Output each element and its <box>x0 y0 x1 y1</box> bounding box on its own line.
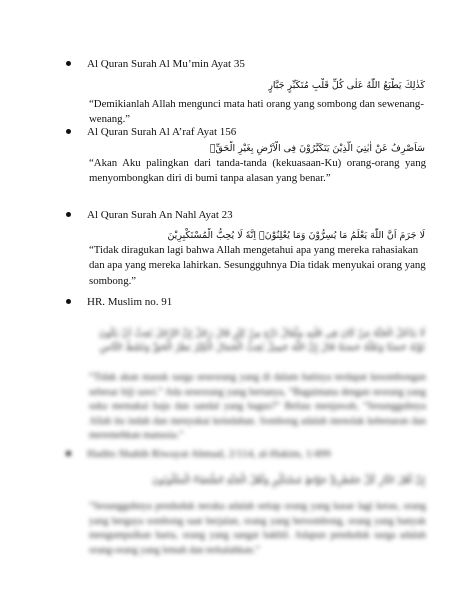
arabic-hadith: إِنَّ أَهْلَ النَّارِ كُلُّ جَعْظَرِيٍّ جَوَّاظٍ مُسْتَكْبِرٍ وَأَهْلُ الْجَنَّةِ الضُّعَفَاءُ الْمَغْلُوبُونَ <box>152 475 425 486</box>
verse-translation: “Akan Aku palingkan dari tanda-tanda (kekuasaan-Ku) orang-orang yang menyombongkan diri di bumi tanpa alasan yang benar.” <box>89 157 426 185</box>
entry-title-row <box>66 124 426 139</box>
entry-hadits-ahmad <box>66 446 426 558</box>
entry-hr-muslim-91 <box>66 294 426 444</box>
entry-surah-al-araf-156 <box>66 124 426 187</box>
entry-title: Hadits Shahih Riwayat Ahmad, 2/114, al-Hakim, 1/499 <box>87 447 331 460</box>
verse-translation: “Tidak diragukan lagi bahwa Allah mengetahui apa yang mereka rahasiakan dan apa yang mereka lahirkan. Sesungguhnya Dia tidak menyukai orang yang sombong.” <box>89 244 426 287</box>
entry-title: Al Quran Surah An Nahl Ayat 23 <box>87 208 233 221</box>
arabic-verse: سَاَصْرِفُ عَنْ اٰيٰتِيَ الَّذِيْنَ يَتَكَبَّرُوْنَ فِى الْاَرْضِ بِغَيْرِ الْحَقِّۗ <box>209 143 425 154</box>
entry-title: HR. Muslim no. 91 <box>87 295 173 308</box>
bullet-icon <box>66 129 71 134</box>
arabic-verse: لَا جَرَمَ اَنَّ اللّٰهَ يَعْلَمُ مَا يُسِرُّوْنَ وَمَا يُعْلِنُوْنَۗ اِنَّهٗ لَا يُحِبُّ الْمُسْتَكْبِرِيْنَ <box>167 230 425 241</box>
arabic-hadith: لَا يَدْخُلُ الْجَنَّةَ مَنْ كَانَ فِي قَلْبِهِ مِثْقَالُ ذَرَّةٍ مِنْ كِبْرٍ قَالَ رَجُلٌ إِنَّ الرَّجُلَ يُحِبُّ أَنْ يَكُونَ ثَوْبُهُ حَسَنًا وَنَعْلُهُ حَسَنَةً قَالَ إِنَّ اللَّهَ جَمِيلٌ يُحِبُّ الْجَمَالَ الْكِبْرُ بَطَرُ الْحَقِّ وَغَمْطُ النَّاسِ <box>98 328 425 353</box>
hadith-translation: “Tidak akan masuk surga seseorang yang di dalam hatinya terdapat kesombongan sebesar biji sawi.” Ada seseorang yang bertanya, “Bagaimana dengan seorang yang suka memakai baju dan sandal yang bagus?” Beliau menjawab, “Sesungguhnya Allah itu indah dan menyukai keindahan. Sombong adalah menolak kebenaran dan meremehkan manusia.” <box>89 372 426 441</box>
entry-surah-an-nahl-23 <box>66 207 426 289</box>
bullet-icon <box>66 61 71 66</box>
entry-surah-al-mumin-35 <box>66 56 426 128</box>
bullet-icon <box>66 299 71 304</box>
entry-title-row <box>66 207 426 222</box>
entry-title: Al Quran Surah Al A’raf Ayat 156 <box>87 125 237 138</box>
entry-title-row <box>66 56 426 71</box>
verse-translation: “Demikianlah Allah mengunci mata hati orang yang sombong dan sewenang-wenang.” <box>89 98 424 126</box>
hadith-translation: “Sesungguhnya penduduk neraka adalah setiap orang yang kasar lagi keras, orang yang bergaya sombong saat berjalan, orang yang bersombong, orang yang banyak mengumpulkan harta, orang yang sangat bakhil. Adapun penduduk surga adalah orang-orang yang lemah dan terkalahkan.” <box>89 501 426 556</box>
arabic-verse: كَذٰلِكَ يَطْبَعُ اللّٰهُ عَلٰى كُلِّ قَلْبِ مُتَكَبِّرٍ جَبَّارٍ <box>268 80 425 91</box>
entry-title-row <box>66 294 426 309</box>
entry-title: Al Quran Surah Al Mu’min Ayat 35 <box>87 57 245 70</box>
bullet-icon <box>66 451 71 456</box>
bullet-icon <box>66 212 71 217</box>
entry-title-row <box>66 446 426 461</box>
